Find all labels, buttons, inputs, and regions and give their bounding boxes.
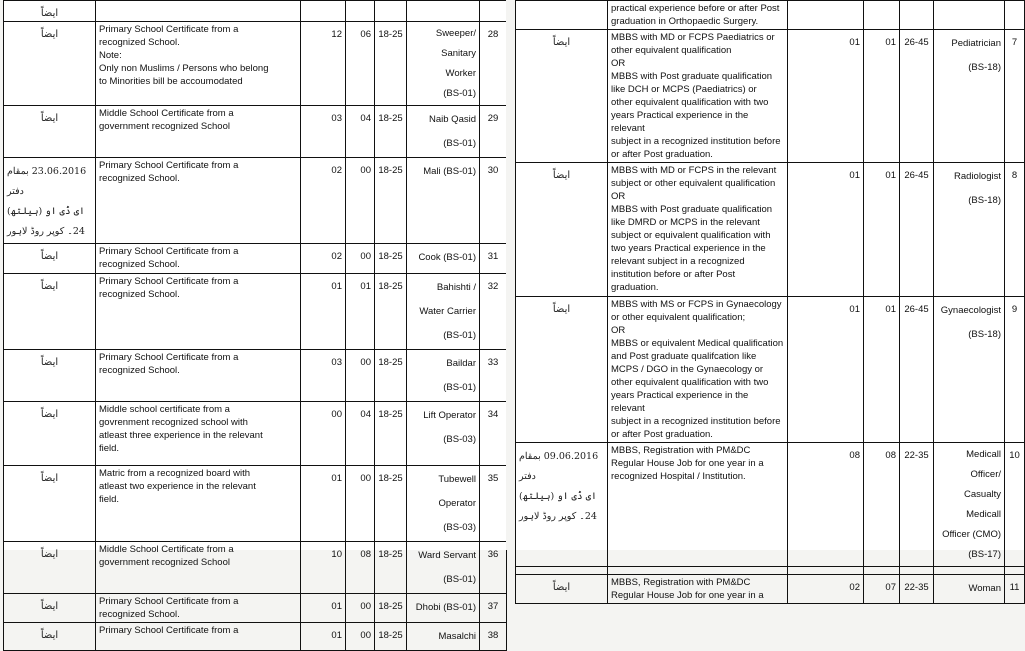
posts-count-cell [864, 1, 900, 30]
table-row [516, 163, 1025, 297]
age-limit-cell: 26-45 [900, 30, 934, 163]
qualification-cell: Primary School Certificate from a recognized School. [96, 350, 301, 402]
post-name-cell: Baildar (BS-01) [407, 350, 480, 402]
qualification-cell [96, 1, 301, 22]
quota-cell: 01 [301, 623, 346, 651]
table-row [516, 575, 1025, 604]
posts-count-cell: 08 [864, 443, 900, 567]
remarks-cell: ایضاً [4, 402, 96, 466]
qualification-cell: Primary School Certificate from a recognized School. [96, 594, 301, 623]
qualification-cell: practical experience before or after Post graduation in Orthopaedic Surgery. [608, 1, 788, 30]
posts-count-cell: 04 [346, 106, 375, 158]
age-limit-cell [900, 1, 934, 30]
remarks-cell: ایضاً [4, 274, 96, 350]
table-row [516, 443, 1025, 567]
qualification-cell [608, 567, 788, 575]
qualification-cell: Primary School Certificate from a recognized School. [96, 274, 301, 350]
quota-cell [788, 1, 864, 30]
age-limit-cell: 22-35 [900, 575, 934, 604]
serial-number-cell: 11 [1005, 575, 1025, 604]
remarks-cell: 23.06.2016 بمقام دفتر ای ڈی او (ہیلتھ) 24۔ کوپر روڈ لاہور [4, 158, 96, 244]
post-name-cell: Radiologist (BS-18) [934, 163, 1005, 297]
quota-cell: 10 [301, 542, 346, 594]
age-limit-cell: 18-25 [375, 244, 407, 274]
posts-count-cell: 00 [346, 350, 375, 402]
table-row [4, 274, 507, 350]
posts-count-cell: 01 [864, 297, 900, 443]
remarks-cell [516, 567, 608, 575]
serial-number-cell: 37 [480, 594, 507, 623]
remarks-cell: ایضاً [4, 466, 96, 542]
post-name-cell: Dhobi (BS-01) [407, 594, 480, 623]
age-limit-cell: 18-25 [375, 594, 407, 623]
serial-number-cell: 38 [480, 623, 507, 651]
quota-cell: 12 [301, 22, 346, 106]
post-name-cell: Medicall Officer/ Casualty Medicall Officer (CMO) (BS-17) [934, 443, 1005, 567]
table-row [4, 22, 507, 106]
serial-number-cell: 9 [1005, 297, 1025, 443]
serial-number-cell: 31 [480, 244, 507, 274]
age-limit-cell: 18-25 [375, 158, 407, 244]
remarks-cell: ایضاً [4, 542, 96, 594]
quota-cell: 02 [301, 158, 346, 244]
serial-number-cell [480, 1, 507, 22]
age-limit-cell [900, 567, 934, 575]
left-table-panel [3, 0, 506, 642]
serial-number-cell: 10 [1005, 443, 1025, 567]
serial-number-cell: 28 [480, 22, 507, 106]
quota-cell: 00 [301, 402, 346, 466]
qualification-cell: Primary School Certificate from a recognized School. Note: Only non Muslims / Persons who belong to Minorities bill be accoumodated [96, 22, 301, 106]
table-row [4, 158, 507, 244]
qualification-cell: MBBS with MD or FCPS in the relevant subject or other equivalent qualification OR MBBS with Post graduate qualification like DMRD or MCPS in the relevant subject or equivalent qualification with two years Practical experience in the relevant subject in a recognized institution before or after Post graduation. [608, 163, 788, 297]
age-limit-cell [375, 1, 407, 22]
posts-count-cell: 01 [864, 163, 900, 297]
post-name-cell: Mali (BS-01) [407, 158, 480, 244]
posts-count-cell: 07 [864, 575, 900, 604]
serial-number-cell: 8 [1005, 163, 1025, 297]
remarks-cell: ایضاً [4, 350, 96, 402]
remarks-cell [516, 1, 608, 30]
post-name-cell: Pediatrician (BS-18) [934, 30, 1005, 163]
remarks-cell: 09.06.2016 بمقام دفتر ای ڈی او (ہیلتھ) 24۔ کوپر روڈ لاہور [516, 443, 608, 567]
quota-cell: 01 [788, 30, 864, 163]
table-row [4, 623, 507, 651]
posts-count-cell: 00 [346, 594, 375, 623]
age-limit-cell: 18-25 [375, 106, 407, 158]
table-row [516, 297, 1025, 443]
age-limit-cell: 18-25 [375, 22, 407, 106]
serial-number-cell: 30 [480, 158, 507, 244]
serial-number-cell [1005, 567, 1025, 575]
age-limit-cell: 26-45 [900, 163, 934, 297]
post-name-cell: Bahishti / Water Carrier (BS-01) [407, 274, 480, 350]
quota-cell: 01 [301, 594, 346, 623]
table-row [4, 106, 507, 158]
post-name-cell: Tubewell Operator (BS-03) [407, 466, 480, 542]
serial-number-cell: 32 [480, 274, 507, 350]
table-row [4, 402, 507, 466]
remarks-cell: ایضاً [4, 22, 96, 106]
quota-cell: 02 [788, 575, 864, 604]
post-name-cell: Masalchi [407, 623, 480, 651]
table-row [4, 244, 507, 274]
table-row [4, 350, 507, 402]
remarks-cell: ایضاً [516, 297, 608, 443]
posts-count-cell: 00 [346, 623, 375, 651]
post-name-cell [934, 1, 1005, 30]
qualification-cell: Primary School Certificate from a [96, 623, 301, 651]
quota-cell: 03 [301, 350, 346, 402]
quota-cell [788, 567, 864, 575]
posts-count-cell: 00 [346, 158, 375, 244]
remarks-cell: ایضاً [4, 594, 96, 623]
qualification-cell: Middle School Certificate from a government recognized School [96, 106, 301, 158]
qualification-cell: MBBS, Registration with PM&DC Regular House Job for one year in a recognized Hospital / Institution. [608, 443, 788, 567]
post-name-cell [407, 1, 480, 22]
age-limit-cell: 18-25 [375, 623, 407, 651]
qualification-cell: Matric from a recognized board with atleast two experience in the relevant field. [96, 466, 301, 542]
qualification-cell: Primary School Certificate from a recognized School. [96, 244, 301, 274]
right-table-panel [515, 0, 1024, 601]
right-posts-table [515, 0, 1025, 604]
table-row [4, 594, 507, 623]
remarks-cell: ایضاً [4, 623, 96, 651]
remarks-cell: ایضاً [516, 575, 608, 604]
age-limit-cell: 18-25 [375, 402, 407, 466]
posts-count-cell [864, 567, 900, 575]
age-limit-cell: 22-35 [900, 443, 934, 567]
remarks-cell: ایضاً [4, 1, 96, 22]
table-row [516, 30, 1025, 163]
posts-count-cell: 06 [346, 22, 375, 106]
serial-number-cell: 29 [480, 106, 507, 158]
age-limit-cell: 18-25 [375, 542, 407, 594]
quota-cell: 01 [788, 163, 864, 297]
quota-cell: 08 [788, 443, 864, 567]
age-limit-cell: 26-45 [900, 297, 934, 443]
remarks-cell: ایضاً [516, 163, 608, 297]
quota-cell: 02 [301, 244, 346, 274]
quota-cell: 01 [301, 274, 346, 350]
post-name-cell: Woman [934, 575, 1005, 604]
posts-count-cell: 04 [346, 402, 375, 466]
qualification-cell: MBBS with MD or FCPS Paediatrics or other equivalent qualification OR MBBS with Post graduate qualification like DCH or MCPS (Paediatrics) or other equivalent qualification with two years Practical experience in the relevant subject in a recognized institution before or after Post graduation. [608, 30, 788, 163]
posts-count-cell: 08 [346, 542, 375, 594]
qualification-cell: MBBS, Registration with PM&DC Regular House Job for one year in a [608, 575, 788, 604]
serial-number-cell [1005, 1, 1025, 30]
age-limit-cell: 18-25 [375, 274, 407, 350]
quota-cell: 01 [788, 297, 864, 443]
posts-count-cell: 01 [346, 274, 375, 350]
quota-cell: 01 [301, 466, 346, 542]
page-fold-divider [506, 0, 515, 550]
qualification-cell: MBBS with MS or FCPS in Gynaecology or other equivalent qualification; OR MBBS or equivalent Medical qualification and Post graduate qualifcation like MCPS / DGO in the Gynaecology or other equivalent qualification with two years Practical experience in the relevant subject in a recognized institution before or after Post graduation. [608, 297, 788, 443]
serial-number-cell: 33 [480, 350, 507, 402]
table-row [4, 542, 507, 594]
table-row [516, 1, 1025, 30]
serial-number-cell: 34 [480, 402, 507, 466]
table-row [516, 567, 1025, 575]
post-name-cell: Sweeper/ Sanitary Worker (BS-01) [407, 22, 480, 106]
qualification-cell: Middle School Certificate from a government recognized School [96, 542, 301, 594]
age-limit-cell: 18-25 [375, 466, 407, 542]
table-row [4, 1, 507, 22]
serial-number-cell: 36 [480, 542, 507, 594]
remarks-cell: ایضاً [4, 244, 96, 274]
posts-count-cell: 01 [864, 30, 900, 163]
posts-count-cell: 00 [346, 244, 375, 274]
left-posts-table [3, 0, 507, 651]
post-name-cell: Cook (BS-01) [407, 244, 480, 274]
remarks-cell: ایضاً [516, 30, 608, 163]
quota-cell [301, 1, 346, 22]
post-name-cell: Ward Servant (BS-01) [407, 542, 480, 594]
serial-number-cell: 35 [480, 466, 507, 542]
qualification-cell: Middle school certificate from a govrenment recognized school with atleast three experience in the relevant field. [96, 402, 301, 466]
post-name-cell: Lift Operator (BS-03) [407, 402, 480, 466]
post-name-cell [934, 567, 1005, 575]
serial-number-cell: 7 [1005, 30, 1025, 163]
quota-cell: 03 [301, 106, 346, 158]
remarks-cell: ایضاً [4, 106, 96, 158]
posts-count-cell: 00 [346, 466, 375, 542]
table-row [4, 466, 507, 542]
post-name-cell: Gynaecologist (BS-18) [934, 297, 1005, 443]
posts-count-cell [346, 1, 375, 22]
qualification-cell: Primary School Certificate from a recognized School. [96, 158, 301, 244]
age-limit-cell: 18-25 [375, 350, 407, 402]
post-name-cell: Naib Qasid (BS-01) [407, 106, 480, 158]
